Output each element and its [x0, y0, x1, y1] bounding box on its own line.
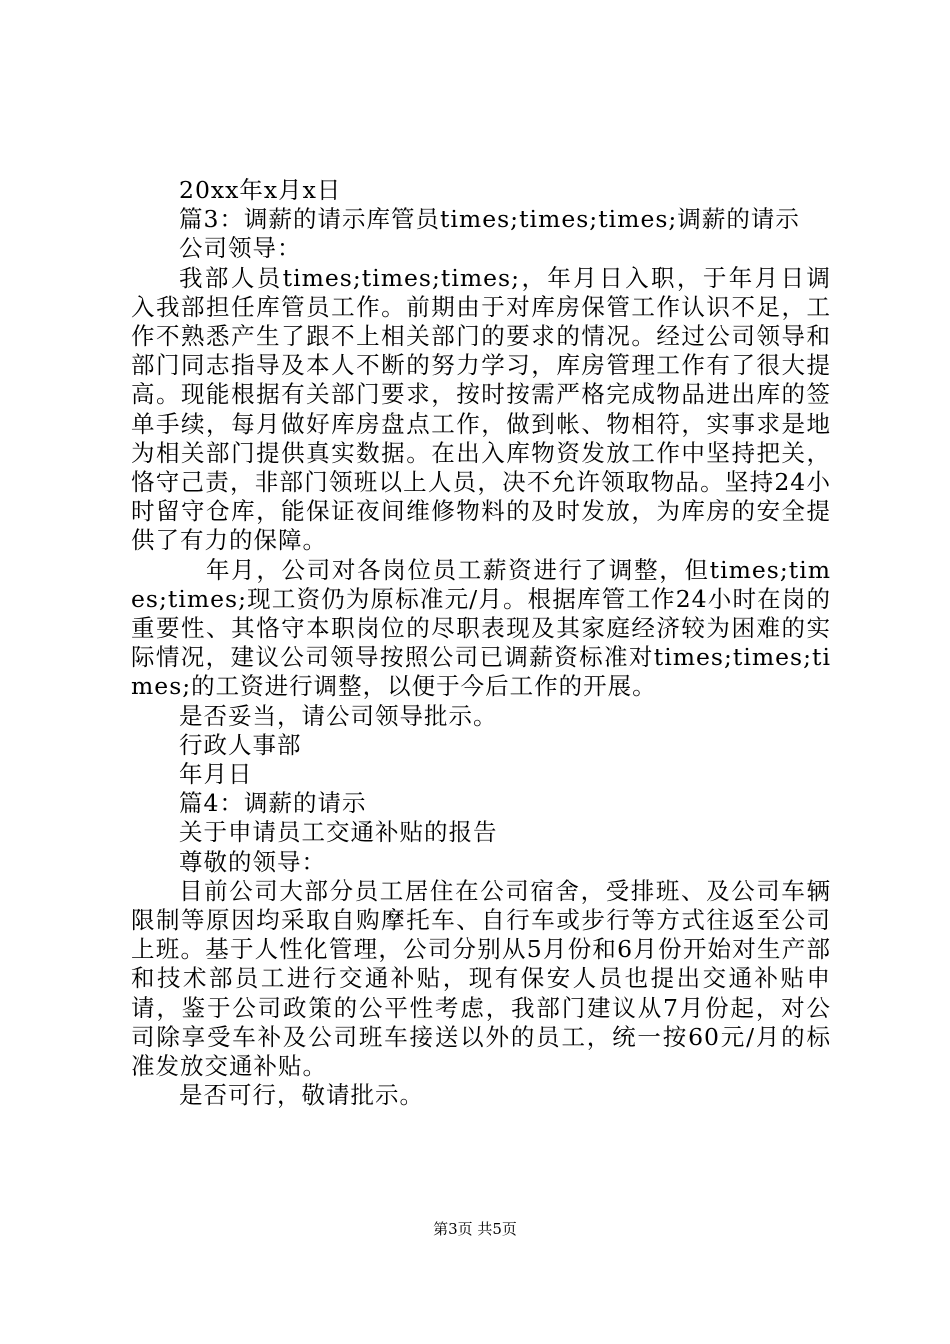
section-4-title: 篇4：调薪的请示: [179, 789, 367, 818]
section-3-title: 篇3：调薪的请示库管员times;times;times;调薪的请示: [179, 205, 800, 234]
closing-line: 是否可行，敬请批示。: [179, 1081, 424, 1110]
body-paragraph: 年月，公司对各岗位员工薪资进行了调整，但times;times;times;现工资仍为原标准元/月。根据库管工作24小时在岗的重要性、其恪守本职岗位的尽职表现及其家庭经济较为困难的实际情况，建议公司领导按照公司已调薪资标准对times;times;times;的工资进行调整，以便于今后工作的开展。: [131, 555, 831, 701]
page-indicator: 第3页 共5页: [433, 1220, 517, 1238]
date-line: 20xx年x月x日: [179, 176, 342, 204]
salutation: 尊敬的领导：: [179, 847, 326, 876]
closing-line: 是否妥当，请公司领导批示。: [179, 701, 498, 730]
document-body: [131, 176, 831, 1111]
page-footer: [0, 1218, 950, 1239]
signature-department: 行政人事部: [179, 730, 302, 759]
body-paragraph: 我部人员times;times;times;，年月日入职，于年月日调入我部担任库管员工作。前期由于对库房保管工作认识不足，工作不熟悉产生了跟不上相关部门的要求的情况。经过公司领导和部门同志指导及本人不断的努力学习，库房管理工作有了很大提高。现能根据有关部门要求，按时按需严格完成物品进出库的签单手续，每月做好库房盘点工作，做到帐、物相符，实事求是地为相关部门提供真实数据。在出入库物资发放工作中坚持把关，恪守己责，非部门领班以上人员，决不允许领取物品。坚持24小时留守仓库，能保证夜间维修物料的及时发放，为库房的安全提供了有力的保障。: [131, 263, 831, 555]
signature-date: 年月日: [179, 760, 253, 789]
salutation: 公司领导：: [179, 234, 302, 263]
report-title: 关于申请员工交通补贴的报告: [179, 818, 498, 847]
body-paragraph: 目前公司大部分员工居住在公司宿舍，受排班、及公司车辆限制等原因均采取自购摩托车、自行车或步行等方式往返至公司上班。基于人性化管理，公司分别从5月份和6月份开始对生产部和技术部员工进行交通补贴，现有保安人员也提出交通补贴申请，鉴于公司政策的公平性考虑，我部门建议从7月份起，对公司除享受车补及公司班车接送以外的员工，统一按60元/月的标准发放交通补贴。: [131, 876, 831, 1081]
